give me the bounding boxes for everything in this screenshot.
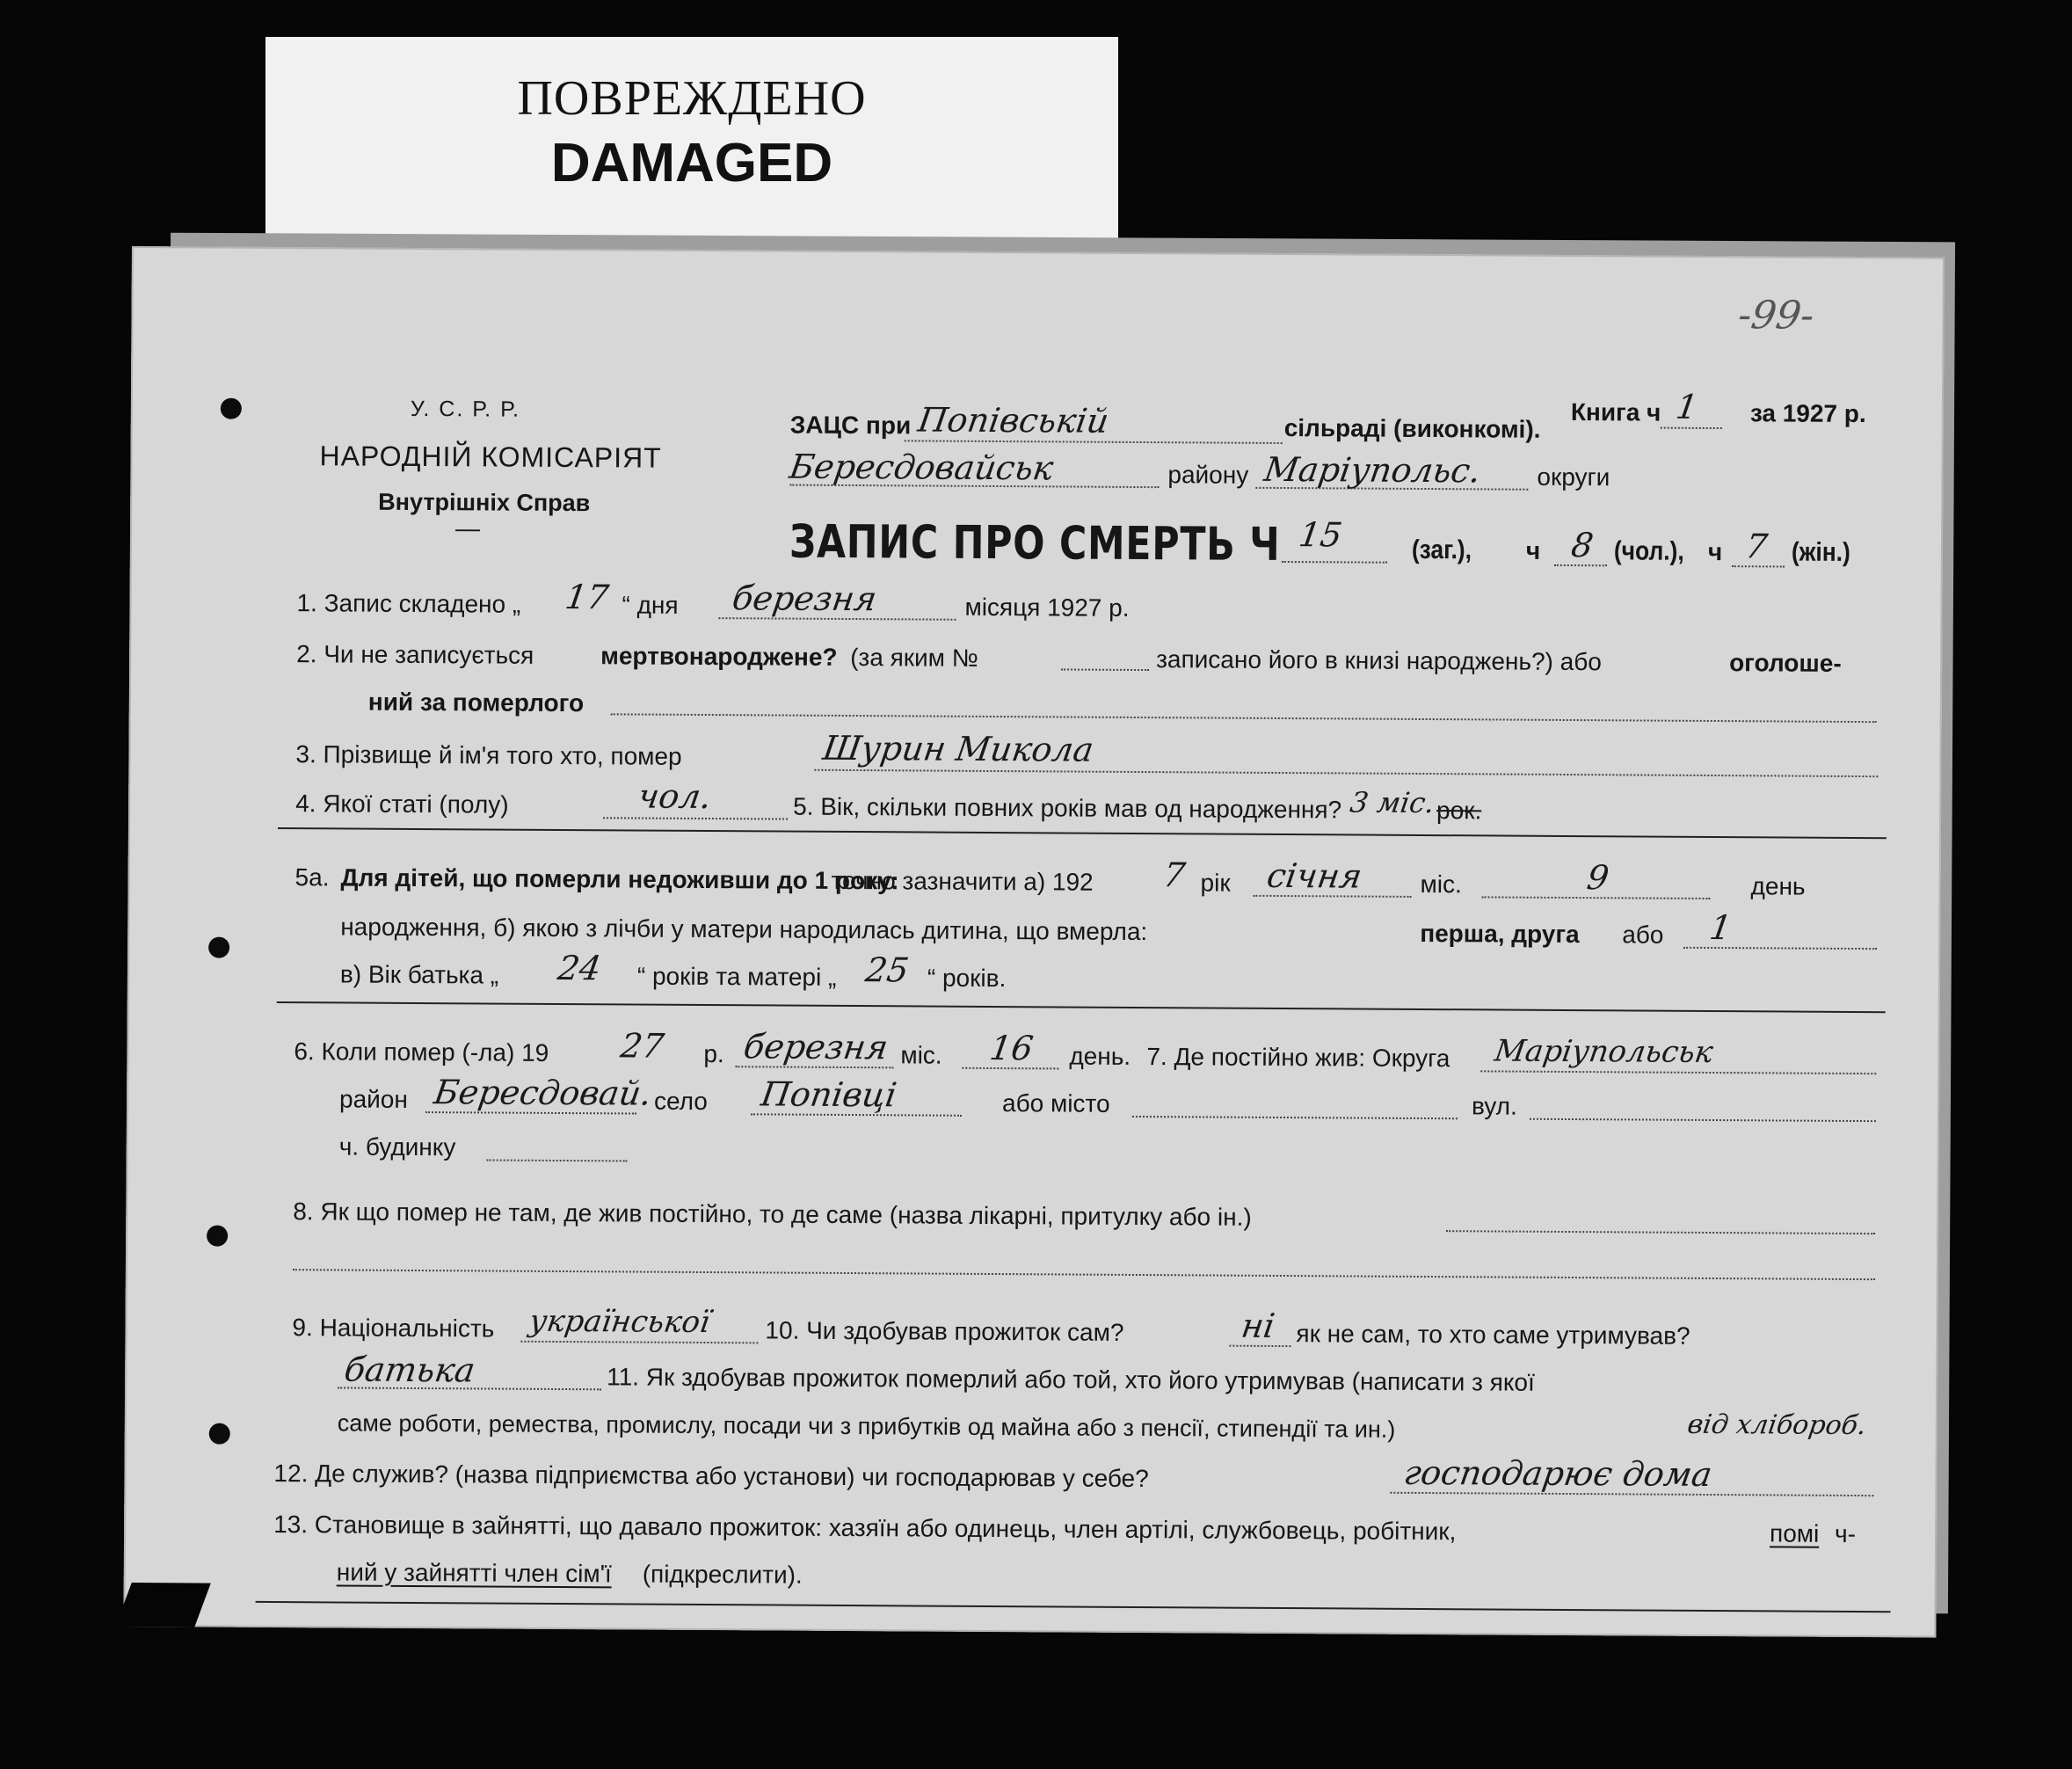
item2-mid: (за яким № xyxy=(850,644,978,672)
punch-hole xyxy=(208,937,229,958)
item5a-line2: народження, б) якою з лічби у матери народилась дитина, що вмерла: xyxy=(340,913,1148,946)
item5a-line3c: “ років. xyxy=(927,964,1007,993)
item13-family-member-underlined: ний у зайнятті член сім'ї xyxy=(336,1558,612,1588)
item9-label: 9. Національність xyxy=(292,1314,495,1343)
okruha-line xyxy=(1255,487,1528,491)
item5a-or: або xyxy=(1622,921,1664,949)
item7-selo-value: Попівці xyxy=(758,1074,899,1115)
item7-okruha-value: Маріупольськ xyxy=(1492,1033,1716,1070)
item1-mid: “ дня xyxy=(622,591,679,619)
item6-label: 6. Коли помер (-ла) 19 xyxy=(294,1037,549,1066)
item10-label: 10. Чи здобував прожиток сам? xyxy=(765,1316,1124,1346)
item1-month-line xyxy=(718,617,956,621)
village-council-value: Попівській xyxy=(915,400,1112,440)
page-number: -99- xyxy=(1734,293,1818,339)
book-year-label: за 1927 р. xyxy=(1749,399,1866,428)
punch-hole xyxy=(209,1423,230,1445)
item7-house-line xyxy=(487,1159,628,1161)
item2-line xyxy=(611,713,1877,723)
item7-misto-line xyxy=(1132,1116,1458,1119)
district-label: району xyxy=(1167,461,1249,489)
item7-okruha-line xyxy=(1480,1070,1876,1074)
book-number-value: 1 xyxy=(1673,387,1701,426)
item12-workplace-value: господарює дома xyxy=(1401,1452,1715,1494)
item11-occupation-value: від хлібороб. xyxy=(1685,1409,1869,1442)
damaged-label xyxy=(265,37,1118,258)
female-label: (жін.) xyxy=(1791,537,1850,567)
item6-month-line xyxy=(735,1066,893,1068)
item10-rest: як не сам, то хто саме утримував? xyxy=(1296,1320,1690,1350)
item9-nationality-value: української xyxy=(527,1303,712,1341)
item13-label: 13. Становище в зайнятті, що давало прожиток: хазяїн або одинець, член артілі, службовець, робітник, xyxy=(273,1511,1457,1546)
record-number-value: 15 xyxy=(1296,515,1345,555)
item2-prefix: 2. Чи не записується xyxy=(296,640,534,669)
district-value: Бересдовайськ xyxy=(787,447,1057,488)
item5a-day-label: день xyxy=(1750,872,1806,900)
item5a-month-value: січня xyxy=(1264,855,1365,896)
item5-struck-unit: рок. xyxy=(1436,797,1482,825)
item13-helper-underlined: помі xyxy=(1769,1519,1820,1547)
item5a-heading: Для дітей, що померли недоживши до 1 року: xyxy=(340,863,899,895)
item5-label: 5. Вік, скільки повних років мав од народження? xyxy=(793,792,1342,824)
item6-month-value: березня xyxy=(741,1027,891,1067)
separator-rule xyxy=(277,1001,1886,1013)
item6-day-value: 16 xyxy=(987,1029,1036,1068)
item3-line xyxy=(814,769,1878,777)
item11-label: 11. Як здобував прожиток померлий або той, хто його утримував (написати з якої xyxy=(607,1363,1535,1396)
item3-label: 3. Прізвище й ім'я того хто, помер xyxy=(295,740,682,770)
item5a-month-label: міс. xyxy=(1420,870,1462,899)
item7-raion-label: район xyxy=(338,1085,409,1113)
district-line xyxy=(789,484,1159,489)
item5a-text: точно зазначити а) 192 xyxy=(831,866,1094,896)
punch-hole xyxy=(221,398,242,419)
item7-misto-label: або місто xyxy=(1001,1089,1110,1117)
male-label: (чол.), xyxy=(1613,536,1684,566)
item5-age-value: 3 міс. xyxy=(1348,785,1437,820)
book-number-line xyxy=(1661,427,1722,429)
punch-hole xyxy=(207,1226,228,1247)
item4-line xyxy=(603,817,788,819)
female-ch-label: ч xyxy=(1707,537,1723,566)
item4-label: 4. Якої статі (полу) xyxy=(295,790,509,819)
header-dash: — xyxy=(454,514,481,542)
item8-line2 xyxy=(293,1269,1875,1280)
item5a-line3b: “ років та матері „ xyxy=(636,962,837,991)
item5a-number: 5а. xyxy=(294,863,330,892)
item11-line2: саме роботи, ремества, промислу, посади чи з прибутків од майна або з пенсії, стипендії та ин.) xyxy=(337,1409,1396,1443)
separator-rule xyxy=(256,1601,1891,1612)
item10-supporter-line xyxy=(338,1387,601,1390)
item6-year-value: 27 xyxy=(618,1026,667,1066)
item2-number-line xyxy=(1061,668,1149,671)
item1-suffix: місяця 1927 р. xyxy=(964,593,1130,622)
item7-selo-line xyxy=(751,1113,962,1116)
male-count-line xyxy=(1554,564,1607,566)
male-ch-label: ч xyxy=(1525,536,1541,564)
department-label: Внутрішніх Справ xyxy=(378,488,591,517)
item2-stillborn: мертвонароджене? xyxy=(600,642,838,671)
death-record-page xyxy=(123,246,1945,1638)
total-label: (заг.), xyxy=(1411,535,1472,565)
item10-self-value: ні xyxy=(1239,1306,1277,1345)
item2-declared: оголоше- xyxy=(1729,649,1842,677)
item5a-father-age-value: 24 xyxy=(555,948,604,988)
record-number-line xyxy=(1282,561,1387,564)
item1-month-value: березня xyxy=(730,579,880,619)
item4-sex-value: чол. xyxy=(635,776,715,817)
book-label: Книга ч xyxy=(1570,398,1661,426)
item5a-year-value: 7 xyxy=(1160,855,1189,895)
item3-name-value: Шурин Микола xyxy=(820,728,1096,769)
item5a-year-label: рік xyxy=(1200,869,1231,897)
male-count-value: 8 xyxy=(1568,526,1596,565)
item13-note: (підкреслити). xyxy=(642,1560,803,1589)
item8-label: 8. Як що помер не там, де жив постійно, то де саме (назва лікарні, притулку або ін.) xyxy=(293,1198,1252,1231)
item13-helper-end: ч- xyxy=(1834,1519,1857,1548)
commissariat-label: НАРОДНІЙ КОМІСАРІЯТ xyxy=(319,440,662,474)
council-suffix: сільраді (виконкомі). xyxy=(1283,414,1541,443)
item5a-order-value: 1 xyxy=(1707,908,1734,948)
item6-year-label: р. xyxy=(703,1039,724,1068)
item1-prefix: 1. Запис складено „ xyxy=(296,589,521,618)
zags-label: ЗАЦС при xyxy=(789,411,912,440)
item7-street-label: вул. xyxy=(1471,1092,1517,1120)
item7-raion-value: Бересдовай. xyxy=(431,1073,655,1113)
item12-label: 12. Де служив? (назва підприємства або установи) чи господарював у себе? xyxy=(273,1460,1149,1493)
item5a-day-value: 9 xyxy=(1584,858,1612,898)
item6-day-line xyxy=(962,1067,1058,1070)
item5a-day-line xyxy=(1481,896,1710,899)
item6-month-label: міс. xyxy=(900,1041,942,1069)
item10-supporter-value: батька xyxy=(341,1350,478,1390)
ussr-label: У. С. Р. Р. xyxy=(410,396,521,422)
item7-label: 7. Де постійно жив: Округа xyxy=(1146,1043,1450,1073)
separator-rule xyxy=(278,827,1887,839)
damaged-label-ua: ПОВРЕЖДЕНО xyxy=(517,71,867,126)
item7-raion-line xyxy=(425,1111,636,1114)
item10-self-line xyxy=(1229,1345,1290,1347)
item2-mid2: записано його в книзі народжень?) або xyxy=(1156,645,1602,676)
female-count-value: 7 xyxy=(1742,527,1770,566)
item5a-mother-age-value: 25 xyxy=(862,950,912,990)
item12-line xyxy=(1390,1492,1873,1496)
item5a-order-line xyxy=(1683,947,1877,950)
item9-line xyxy=(520,1341,758,1344)
damaged-label-en: DAMAGED xyxy=(550,133,833,193)
item5a-order-options: перша, друга xyxy=(1420,919,1580,949)
item6-day-label: день. xyxy=(1069,1042,1131,1070)
item5a-month-line xyxy=(1254,895,1412,898)
item8-line xyxy=(1446,1230,1875,1234)
item7-house-label: ч. будинку xyxy=(338,1132,456,1161)
torn-corner xyxy=(115,1583,211,1627)
village-council-line xyxy=(905,440,1283,444)
item7-street-line xyxy=(1530,1118,1876,1122)
okruha-label: округи xyxy=(1537,462,1610,491)
item5a-line3: в) Вік батька „ xyxy=(339,960,499,989)
item1-day-value: 17 xyxy=(563,578,612,617)
female-count-line xyxy=(1732,565,1785,567)
item2-line2: ний за померлого xyxy=(367,688,585,717)
item7-selo-label: село xyxy=(653,1087,709,1116)
record-title: ЗАПИС ПРО СМЕРТЬ Ч xyxy=(789,515,1281,571)
okruha-value: Маріупольс. xyxy=(1261,449,1484,491)
